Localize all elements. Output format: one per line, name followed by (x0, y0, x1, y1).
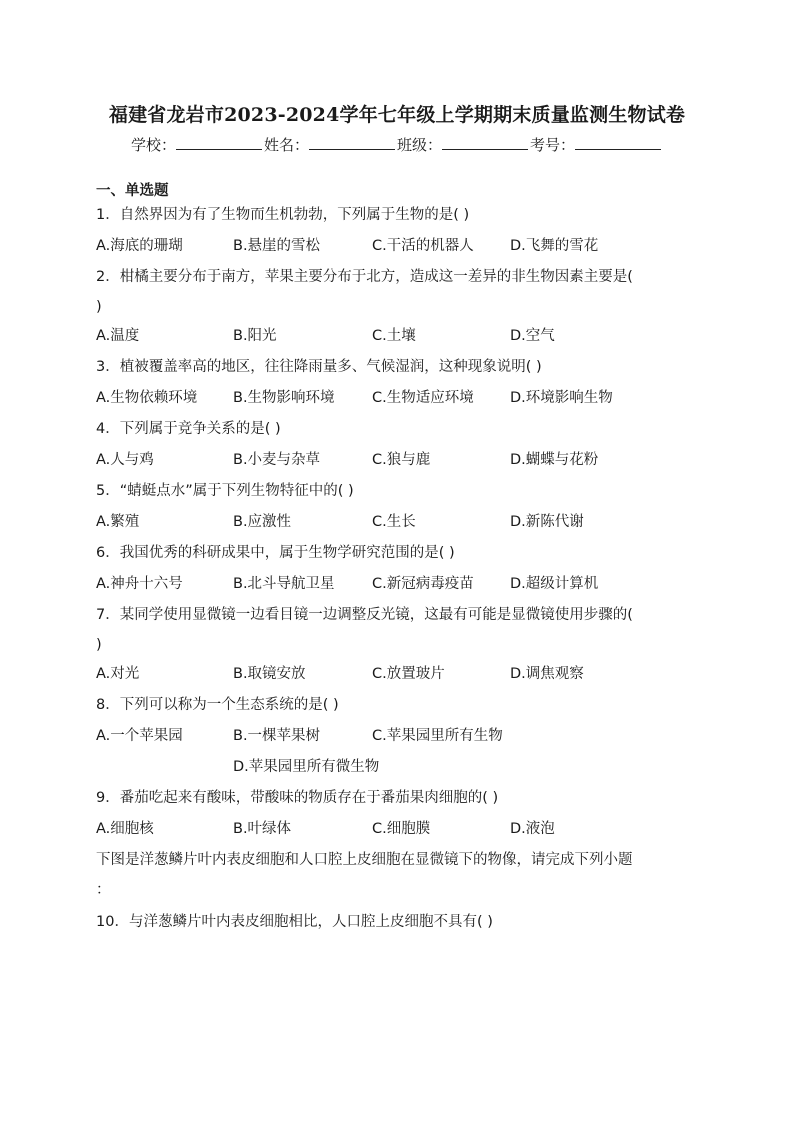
option-b: B.叶绿体 (233, 821, 292, 837)
passage-text: 下图是洋葱鳞片叶内表皮细胞和人口腔上皮细胞在显微镜下的物像，请完成下列小题 (96, 852, 633, 868)
option-c: C.狼与鹿 (372, 452, 431, 468)
option-b: B.悬崖的雪松 (233, 238, 321, 254)
option-a: A.神舟十六号 (96, 576, 183, 592)
option-c: C.苹果园里所有生物 (372, 728, 503, 744)
class-blank[interactable] (442, 148, 528, 150)
option-c: C.生长 (372, 514, 416, 530)
option-d: D.新陈代谢 (510, 514, 584, 530)
option-c: C.放置玻片 (372, 666, 445, 682)
option-d: D.空气 (510, 328, 555, 344)
question-stem: 7．某同学使用显微镜一边看目镜一边调整反光镜，这最有可能是显微镜使用步骤的( (96, 607, 633, 623)
option-d: D.蝴蝶与花粉 (510, 452, 599, 468)
option-a: A.细胞核 (96, 821, 154, 837)
section-heading: 一、单选题 (96, 183, 169, 199)
question-stem: 6．我国优秀的科研成果中，属于生物学研究范围的是( ) (96, 545, 455, 561)
option-b: B.取镜安放 (233, 666, 306, 682)
option-d: D.液泡 (510, 821, 555, 837)
option-b: B.一棵苹果树 (233, 728, 321, 744)
name-label: 姓名： (263, 136, 309, 154)
school-label: 学校： (130, 136, 176, 154)
option-c: C.生物适应环境 (372, 390, 474, 406)
exam-title: 福建省龙岩市2023-2024学年七年级上学期期末质量监测生物试卷 (108, 104, 686, 126)
question-stem: 2．柑橘主要分布于南方，苹果主要分布于北方，造成这一差异的非生物因素主要是( (96, 269, 633, 285)
option-b: B.阳光 (233, 328, 277, 344)
question-stem: 4．下列属于竞争关系的是( ) (96, 421, 281, 437)
option-c: C.新冠病毒疫苗 (372, 576, 474, 592)
option-a: A.生物依赖环境 (96, 390, 198, 406)
option-d: D.苹果园里所有微生物 (233, 759, 380, 775)
question-stem-continued: ) (96, 637, 102, 653)
question-stem: 10．与洋葱鳞片叶内表皮细胞相比，人口腔上皮细胞不具有( ) (96, 914, 493, 930)
option-a: A.温度 (96, 328, 140, 344)
school-blank[interactable] (176, 148, 262, 150)
question-stem-continued: ) (96, 299, 102, 315)
option-b: B.小麦与杂草 (233, 452, 321, 468)
passage-text-continued: ： (96, 882, 111, 898)
option-b: B.生物影响环境 (233, 390, 335, 406)
option-a: A.一个苹果园 (96, 728, 183, 744)
number-blank[interactable] (575, 148, 661, 150)
number-label: 考号： (530, 136, 576, 154)
student-info-line (0, 134, 794, 155)
question-stem: 3．植被覆盖率高的地区，往往降雨量多、气候湿润，这种现象说明( ) (96, 359, 542, 375)
option-c: C.土壤 (372, 328, 416, 344)
option-b: B.应激性 (233, 514, 292, 530)
option-a: A.繁殖 (96, 514, 140, 530)
option-c: C.干活的机器人 (372, 238, 474, 254)
question-stem: 8．下列可以称为一个生态系统的是( ) (96, 697, 339, 713)
option-d: D.飞舞的雪花 (510, 238, 599, 254)
option-a: A.对光 (96, 666, 140, 682)
class-label: 班级： (397, 136, 443, 154)
question-stem: 9．番茄吃起来有酸味，带酸味的物质存在于番茄果肉细胞的( ) (96, 790, 499, 806)
name-blank[interactable] (309, 148, 395, 150)
option-c: C.细胞膜 (372, 821, 431, 837)
question-stem: 5．“蜻蜓点水”属于下列生物特征中的( ) (96, 483, 354, 499)
option-d: D.调焦观察 (510, 666, 584, 682)
question-stem: 1．自然界因为有了生物而生机勃勃，下列属于生物的是( ) (96, 207, 470, 223)
option-a: A.人与鸡 (96, 452, 154, 468)
option-d: D.环境影响生物 (510, 390, 613, 406)
option-a: A.海底的珊瑚 (96, 238, 183, 254)
option-d: D.超级计算机 (510, 576, 599, 592)
option-b: B.北斗导航卫星 (233, 576, 335, 592)
